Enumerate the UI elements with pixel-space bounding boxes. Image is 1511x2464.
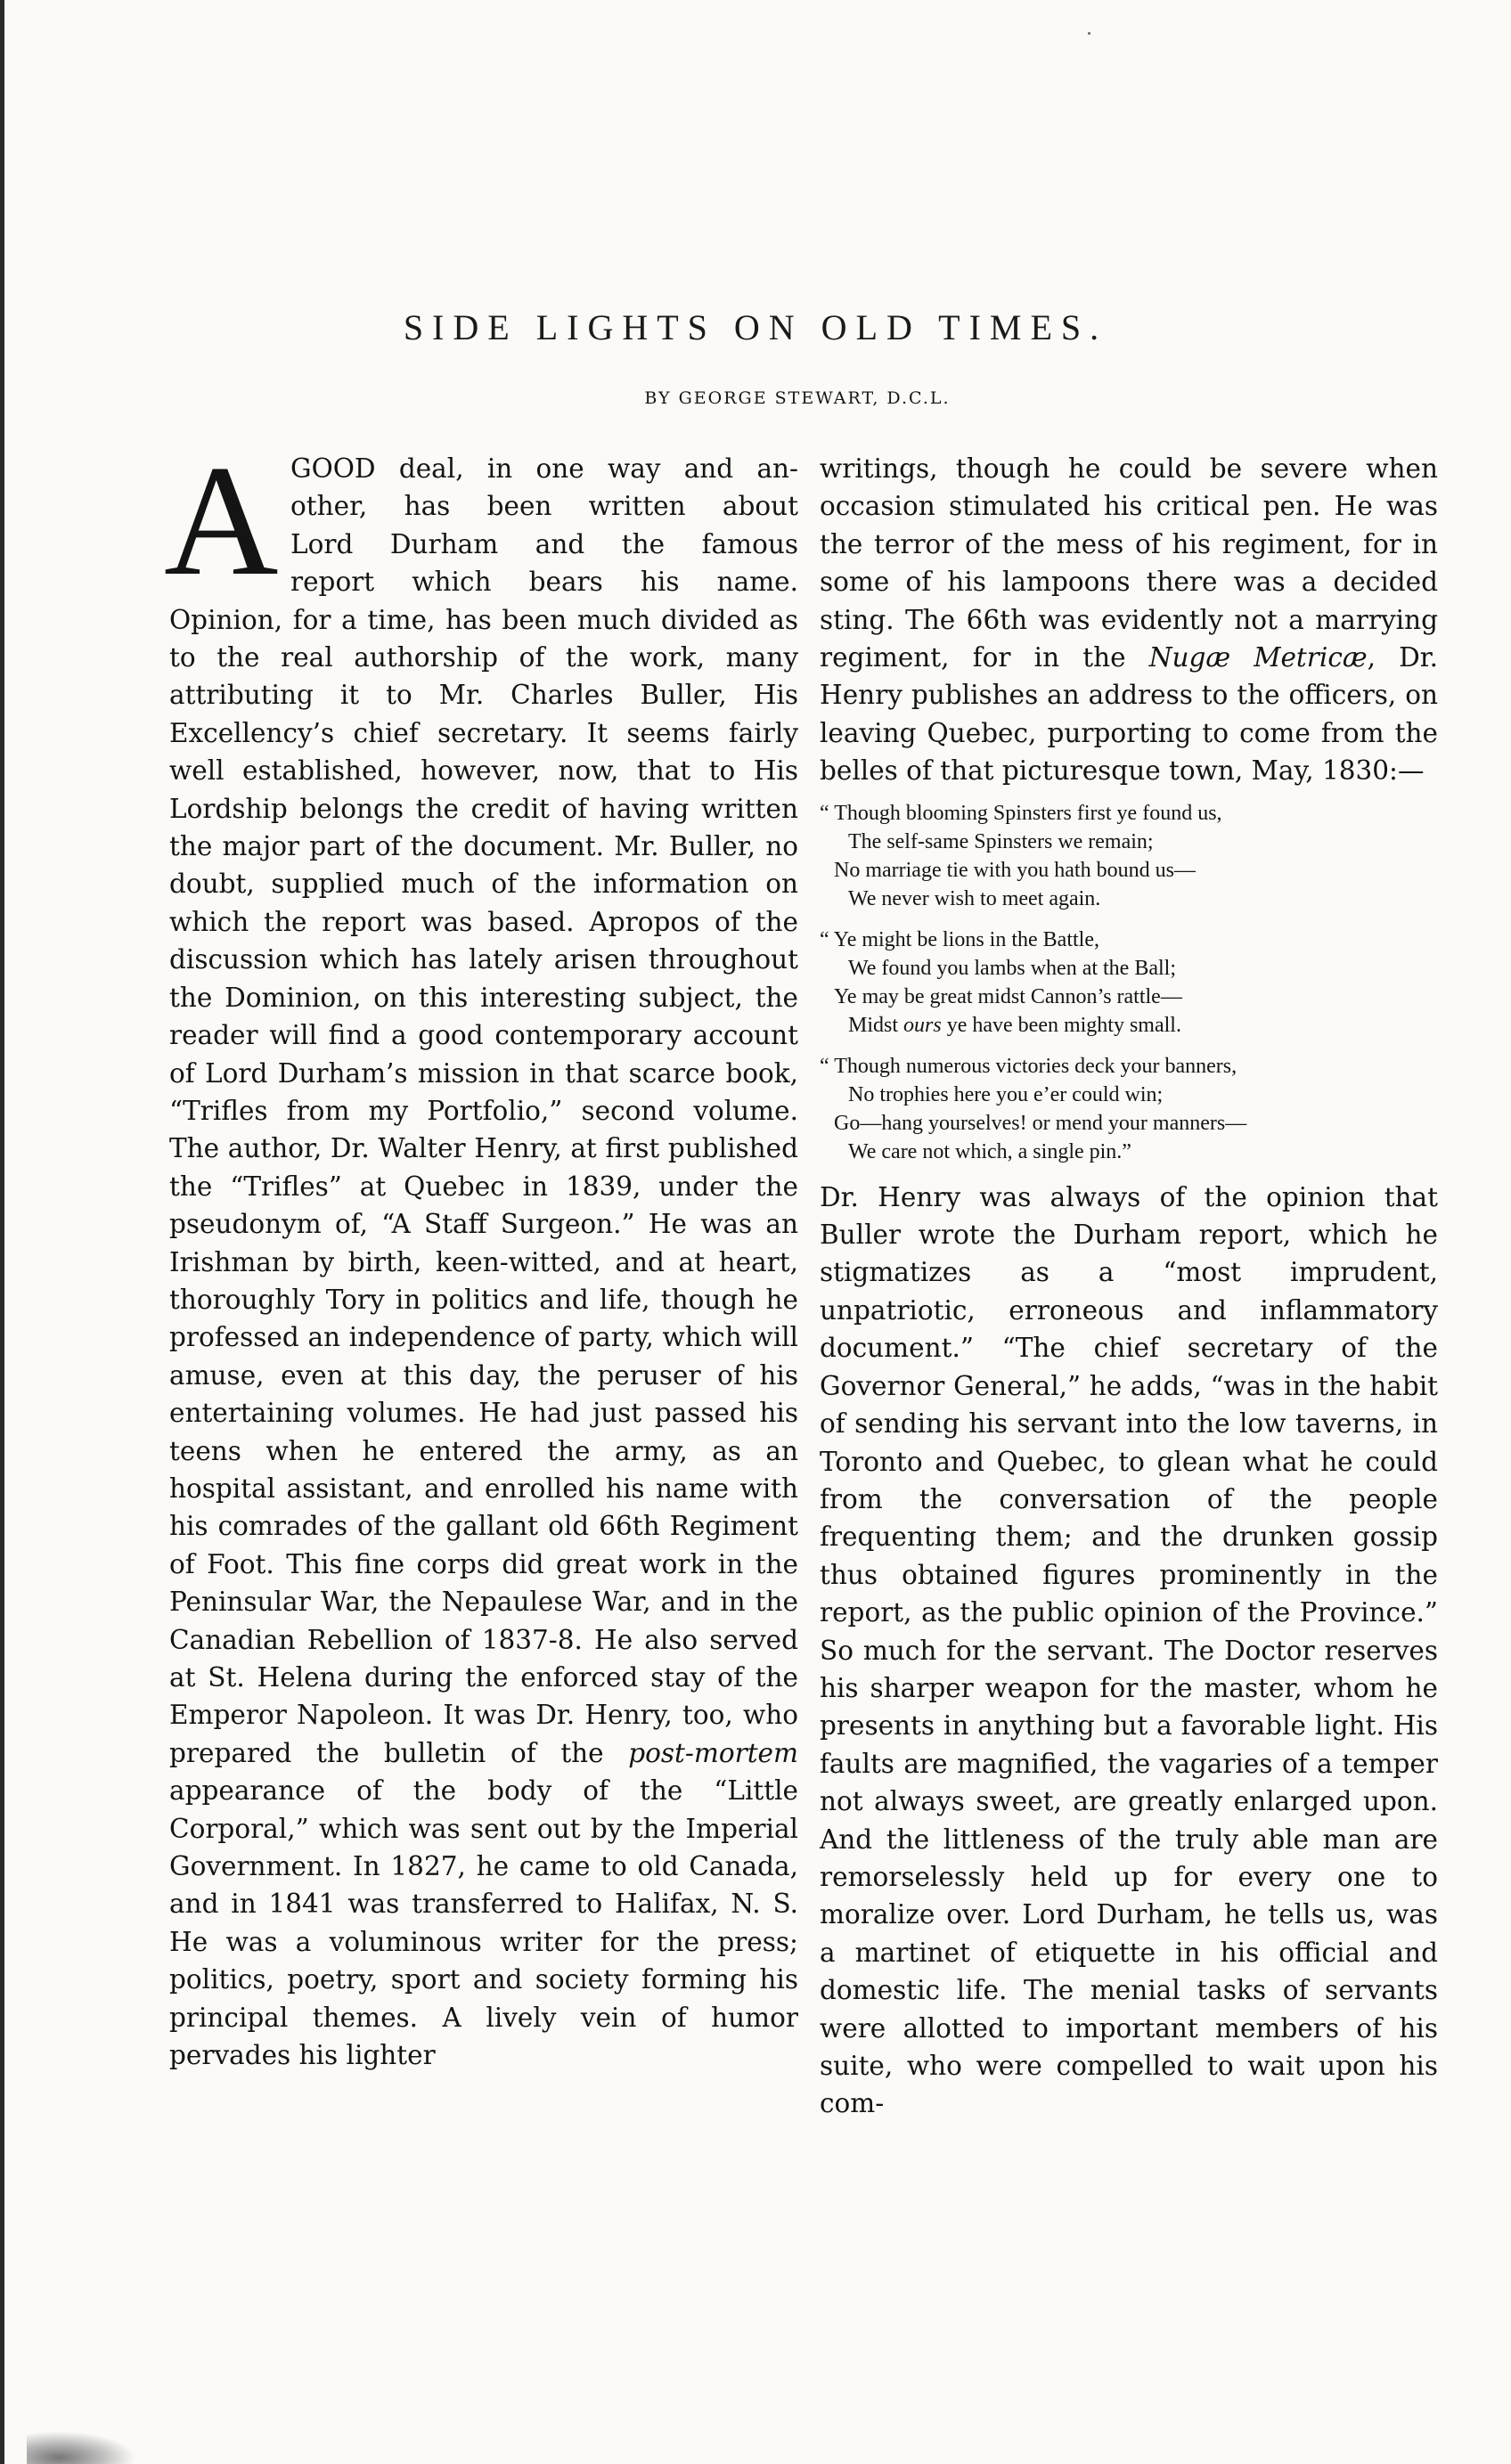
left-body-text: Opinion, for a time, has been much divided as to the real authorship of the work, many attributing it to Mr. Charles Buller, His Excellency’s chief secretary. It seems fairly well established, however, now, that to His Lordship belongs the credit of having written the major part of the document. Mr. Buller, no doubt, supplied much of the information on which the report was based. Apropos of the discussion which has lately arisen throughout the Dominion, on this interesting subject, the reader will find a good contemporary account of Lord Durham’s mission in that scarce book, “Trifles from my Portfolio,” second volume. The author, Dr. Walter Henry, at first published the “Trifles” at Quebec in 1839, under the pseudonym of, “A Staff Surgeon.” He was an Irishman by birth, keen-witted, and at heart, thoroughly Tory in politics and life, though he professed an independence of party, which will amuse, even at this day, the peruser of his entertaining volumes. He had just passed his teens when he entered the army, as an hospital assistant, and enrolled his name with his comrades of the gallant old 66th Regiment of Foot. This fine corps did great work in the Peninsular War, the Nepaulese War, and in the Canadian Rebellion of 1837-8. He also served at St. Helena during the enforced stay of the Emperor Napoleon. It was Dr. Henry, too, who prepared the bulletin of the	[169, 604, 798, 1768]
right-body-text-mid: , Dr. Henry publishes an address to the officers, on leaving Quebec, purporting to come from the belles of that picturesque town, May, 1830:—	[820, 642, 1438, 787]
poem-line: “ Ye might be lions in the Battle,	[820, 927, 1099, 951]
poem-line	[820, 1011, 1438, 1040]
page-edge	[0, 0, 4, 2464]
lead-line: report which bears his name.	[290, 567, 798, 598]
poem-line: “ Though blooming Spinsters first ye found us,	[820, 801, 1222, 825]
right-body-text-start: writings, though he could be severe when occasion stimulated his critical pen. He was the terror of the mess of his regiment, for in some of his lampoons there was a decided sting. The 66th was evidently not a marrying regiment, for in the	[820, 453, 1438, 673]
italic-nugae-metricae: Nugæ Metricæ	[1148, 642, 1368, 673]
poem-line: No marriage tie with you hath bound us—	[834, 858, 1196, 882]
poem-line-italic: ours	[903, 1013, 942, 1037]
lead-line: Lord Durham and the famous	[290, 528, 798, 559]
poem-line-part: Midst	[848, 1013, 904, 1037]
right-body-paragraph	[820, 450, 1438, 790]
article-byline: BY GEORGE STEWART, D.C.L.	[644, 388, 951, 408]
print-speck	[1088, 32, 1090, 35]
poem-line: Ye may be great midst Cannon’s rattle—	[834, 984, 1182, 1008]
poem-line: The self-same Spinsters we remain;	[848, 829, 1154, 853]
poem-line: We care not which, a single pin.”	[848, 1139, 1131, 1163]
poem-line-part: ye have been mighty small.	[941, 1013, 1181, 1037]
left-column	[164, 432, 798, 2074]
poem-stanza	[820, 799, 1438, 913]
poem-line: We never wish to meet again.	[848, 886, 1101, 910]
left-body-paragraph	[169, 601, 798, 2075]
poem-stanza	[820, 1052, 1438, 1166]
poem-line: “ Though numerous victories deck your banners,	[820, 1054, 1237, 1078]
poem-line: No trophies here you e’er could win;	[848, 1082, 1164, 1106]
drop-cap: A	[164, 432, 279, 608]
right-column	[820, 450, 1438, 2123]
lead-line: GOOD deal, in one way and an-	[290, 453, 798, 484]
left-body-text-end: appearance of the body of the “Little Corporal,” which was sent out by the Imperial Government. In 1827, he came to old Canada, and in 1841 was transferred to Halifax, N. S. He was a voluminous writer for the press; politics, poetry, sport and society forming his principal themes. A lively vein of humor pervades his lighter	[169, 1775, 798, 2071]
poem	[820, 799, 1438, 1166]
poem-line: We found you lambs when at the Ball;	[848, 956, 1176, 980]
article-title: SIDE LIGHTS ON OLD TIMES.	[403, 307, 1108, 347]
italic-post-mortem: post-mortem	[628, 1737, 798, 1768]
lead-line: other, has been written about	[290, 491, 798, 522]
poem-line: Go—hang yourselves! or mend your manners—	[834, 1111, 1247, 1135]
page-stain	[27, 2432, 134, 2464]
right-body-paragraph-2: Dr. Henry was always of the opinion that Buller wrote the Durham report, which he stigmatizes as a “most imprudent, unpatriotic, erroneous and inflammatory document.” “The chief secretary of the Governor General,” he adds, “was in the habit of sending his servant into the low taverns, in Toronto and Quebec, to glean what he could from the conversation of the people frequenting them; and the drunken gossip thus obtained figures prominently in the report, as the public opinion of the Province.” So much for the servant. The Doctor reserves his sharper weapon for the master, whom he presents in anything but a favorable light. His faults are magnified, the vagaries of a temper not always sweet, are greatly enlarged upon. And the littleness of the truly able man are remorselessly held up for every one to moralize over. Lord Durham, he tells us, was a martinet of etiquette in his official and domestic life. The menial tasks of servants were allotted to important members of his suite, who were compelled to wait upon his com-	[820, 1181, 1438, 2119]
poem-stanza	[820, 926, 1438, 1040]
